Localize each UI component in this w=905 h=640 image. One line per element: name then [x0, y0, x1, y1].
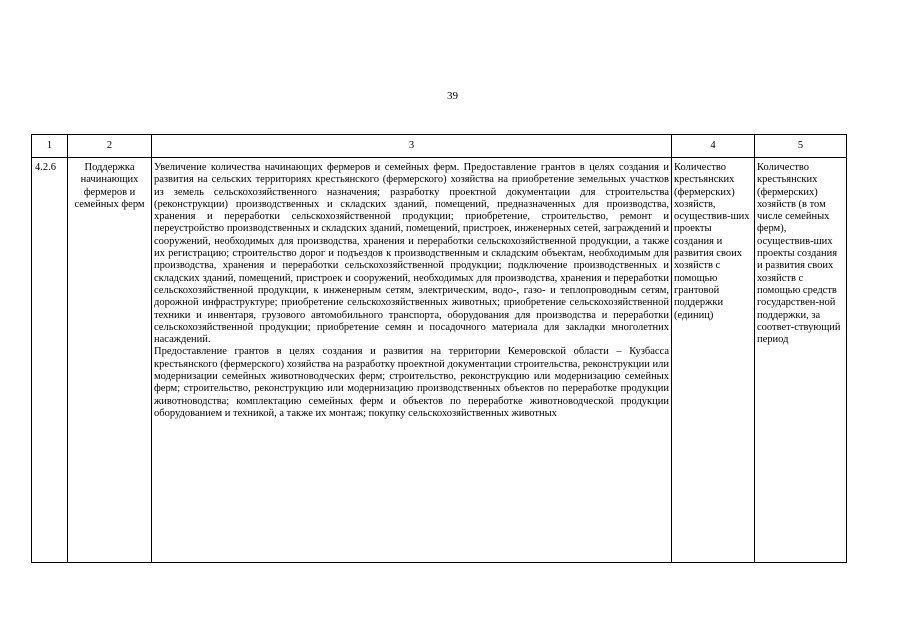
measure-name: Поддержка начинающих фермеров и семейных ферм	[68, 158, 152, 563]
page-number: 39	[447, 90, 458, 102]
measure-description	[152, 158, 672, 563]
description-paragraph-1: Увеличение количества начинающих фермеров и семейных ферм. Предоставление грантов в целях создания и развития на сельских территориях крестьянского (фермерского) хозяйства на приобретение земельных участков из земель сельскохозяйственного назначения; разработку проектной документации для строительства (реконструкции) производственных и складских зданий, помещений, предназначенных для производства, хранения и переработки сельскохозяйственной продукции; приобретение, строительство, ремонт и переустройство производственных и складских зданий, помещений, пристроек, инженерных сетей, заграждений и сооружений, необходимых для производства, хранения и переработки сельскохозяйственной продукции, а также их регистрацию; строительство дорог и подъездов к производственным и складским объектам, необходимым для производства, хранения и переработки сельскохозяйственной продукции; подключение производственных и складских зданий, помещений, пристроек и сооружений, необходимых для производства, хранения и переработки сельскохозяйственной продукции, к инженерным сетям, электрическим, водо-, газо- и теплопроводным сетям, дорожной инфраструктуре; приобретение сельскохозяйственных животных; приобретение сельскохозяйственной техники и инвентаря, грузового автомобильного транспорта, оборудования для производства и переработки сельскохозяйственной продукции; приобретение семян и посадочного материала для закладки многолетних насаждений.	[154, 162, 669, 346]
column-number-1: 1	[32, 135, 68, 158]
column-number-5: 5	[755, 135, 847, 158]
measures-table	[31, 134, 847, 563]
column-number-2: 2	[68, 135, 152, 158]
column-number-3: 3	[152, 135, 672, 158]
indicator-column-4: Количество крестьянских (фермерских) хозяйств, осуществив-ших проекты создания и развития своих хозяйств с помощью грантовой поддержки (единиц)	[672, 158, 755, 563]
table-row	[32, 158, 847, 563]
column-number-4: 4	[672, 135, 755, 158]
column-number-row	[32, 135, 847, 158]
indicator-column-5: Количество крестьянских (фермерских) хозяйств (в том числе семейных ферм), осуществив-ших проекты создания и развития своих хозяйств с помощью средств государствен-ной поддержки, за соответ-ствующий период	[755, 158, 847, 563]
description-paragraph-2: Предоставление грантов в целях создания и развития на территории Кемеровской области – Кузбасса крестьянского (фермерского) хозяйства на разработку проектной документации строительства, реконструкции или модернизации семейных животноводческих ферм; строительство, реконструкцию или модернизацию семейных ферм; строительство, реконструкцию или модернизацию производственных объектов по переработке продукции животноводства; комплектацию семейных ферм и объектов по переработке животноводческой продукции оборудованием и техникой, а также их монтаж; покупку сельскохозяйственных животных	[154, 346, 669, 419]
row-code: 4.2.6	[32, 158, 68, 563]
